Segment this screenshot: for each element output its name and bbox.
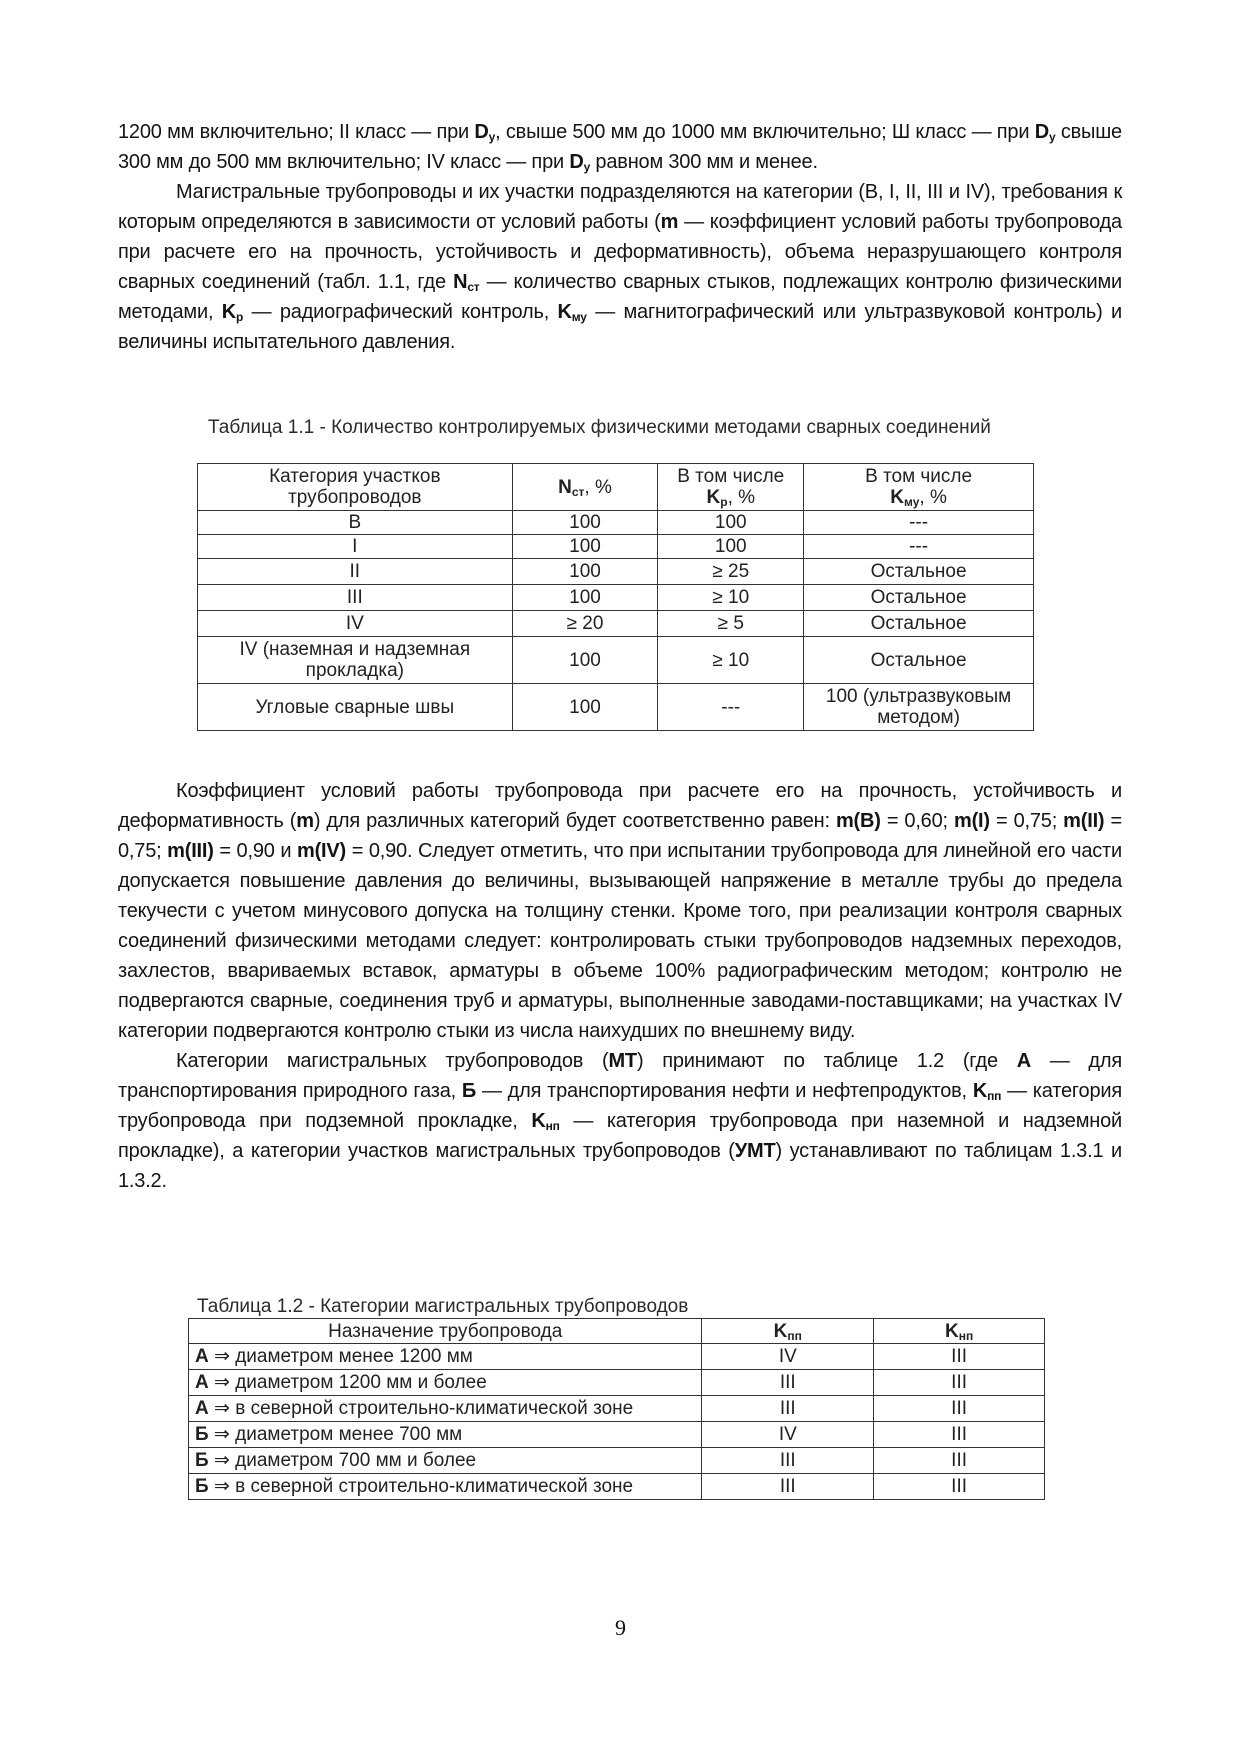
header-kpp: $K_{пп}$ [702, 1319, 874, 1344]
paragraph-mt-categories: Категории магистральных трубопроводов (МТ) принимают по таблице 1.2 (где А — для транспортирования природного газа, Б — для транспортирования нефти и нефтепродуктов, $K_{пп}$ — категория трубопровода при подземной прокладке, $K_{нп}$ — категория трубопровода при наземной и надземной прокладке), а категории участков магистральных трубопроводов (УМТ) устанавливают по таблицам 1.3.1 и 1.3.2. [118, 1050, 1122, 1192]
table-row: А ⇒ в северной строительно-климатической зоне III III [189, 1396, 1045, 1422]
table-header-row [189, 1319, 1045, 1344]
table-row: Б ⇒ в северной строительно-климатической зоне III III [189, 1474, 1045, 1500]
paragraph-categories: Магистральные трубопроводы и их участки подразделяются на категории (В, I, II, III и IV), требования к которым определяются в зависимости от условий работы (m — коэффициент условий работы трубопровода при расчете его на прочность, устойчивость и деформативность), объема неразрушающего контроля сварных соединений (табл. 1.1, где $N_{ст}$ — количество сварных стыков, подлежащих контролю физическими методами, $K_р$ — радиографический контроль, $K_{му}$ — магнитографический или ультразвуковой контроль) и величины испытательного давления. [118, 181, 1122, 353]
table-row: I 100 100 --- [198, 535, 1034, 559]
table-row: В 100 100 --- [198, 511, 1034, 535]
header-n-st: $N_{ст}$, % [512, 464, 658, 511]
header-kmu: В том числе $K_{му}$, % [804, 464, 1034, 511]
table-row: Угловые сварные швы 100 --- 100 (ультразвуковым методом) [198, 684, 1034, 731]
table-row: А ⇒ диаметром менее 1200 мм IV III [189, 1344, 1045, 1370]
text-block-top [118, 117, 1122, 357]
table-row: III 100 ≥ 10 Остальное [198, 585, 1034, 611]
header-knp: $K_{нп}$ [874, 1319, 1045, 1344]
table-row: Б ⇒ диаметром 700 мм и более III III [189, 1448, 1045, 1474]
table-row: Б ⇒ диаметром менее 700 мм IV III [189, 1422, 1045, 1448]
text-block-middle [118, 776, 1122, 1196]
table-row: IV ≥ 20 ≥ 5 Остальное [198, 611, 1034, 637]
table-1-1 [197, 463, 1034, 731]
table-1-1-caption: Таблица 1.1 - Количество контролируемых физическими методами сварных соединений [208, 417, 991, 438]
header-kp: В том числе $K_р$, % [658, 464, 804, 511]
header-category: Категория участков трубопроводов [198, 464, 513, 511]
table-header-row [198, 464, 1034, 511]
paragraph-coefficient: Коэффициент условий работы трубопровода при расчете его на прочность, устойчивость и деформативность (m) для различных категорий будет соответственно равен: m(B) = 0,60; m(I) = 0,75; m(II) = 0,75; m(III) = 0,90 и m(IV) = 0,90. Следует отметить, что при испытании трубопровода для линейной его части допускается повышение давления до величины, вызывающей напряжение в металле трубы до предела текучести с учетом минусового допуска на толщину стенки. Кроме того, при реализации контроля сварных соединений физическими методами следует: контролировать стыки трубопроводов надземных переходов, захлестов, ввариваемых вставок, арматуры в объеме 100% радиографическим методом; контролю не подвергаются сварные, соединения труб и арматуры, выполненные заводами-поставщиками; на участках IV категории подвергаются контролю стыки из числа наихудших по внешнему виду. [118, 780, 1122, 1042]
table-1-2-caption: Таблица 1.2 - Категории магистральных трубопроводов [197, 1296, 689, 1317]
table-row: IV (наземная и надземная прокладка) 100 ≥ 10 Остальное [198, 637, 1034, 684]
paragraph-class-diameters: 1200 мм включительно; II класс — при $D_у$, свыше 500 мм до 1000 мм включительно; Ш класс — при $D_у$ свыше 300 мм до 500 мм включительно; IV класс — при $D_у$ равном 300 мм и менее. [118, 121, 1122, 174]
table-1-2 [188, 1318, 1045, 1500]
table-row: А ⇒ диаметром 1200 мм и более III III [189, 1370, 1045, 1396]
header-purpose: Назначение трубопровода [189, 1319, 702, 1344]
table-row: II 100 ≥ 25 Остальное [198, 559, 1034, 585]
page-number: 9 [615, 1615, 626, 1640]
